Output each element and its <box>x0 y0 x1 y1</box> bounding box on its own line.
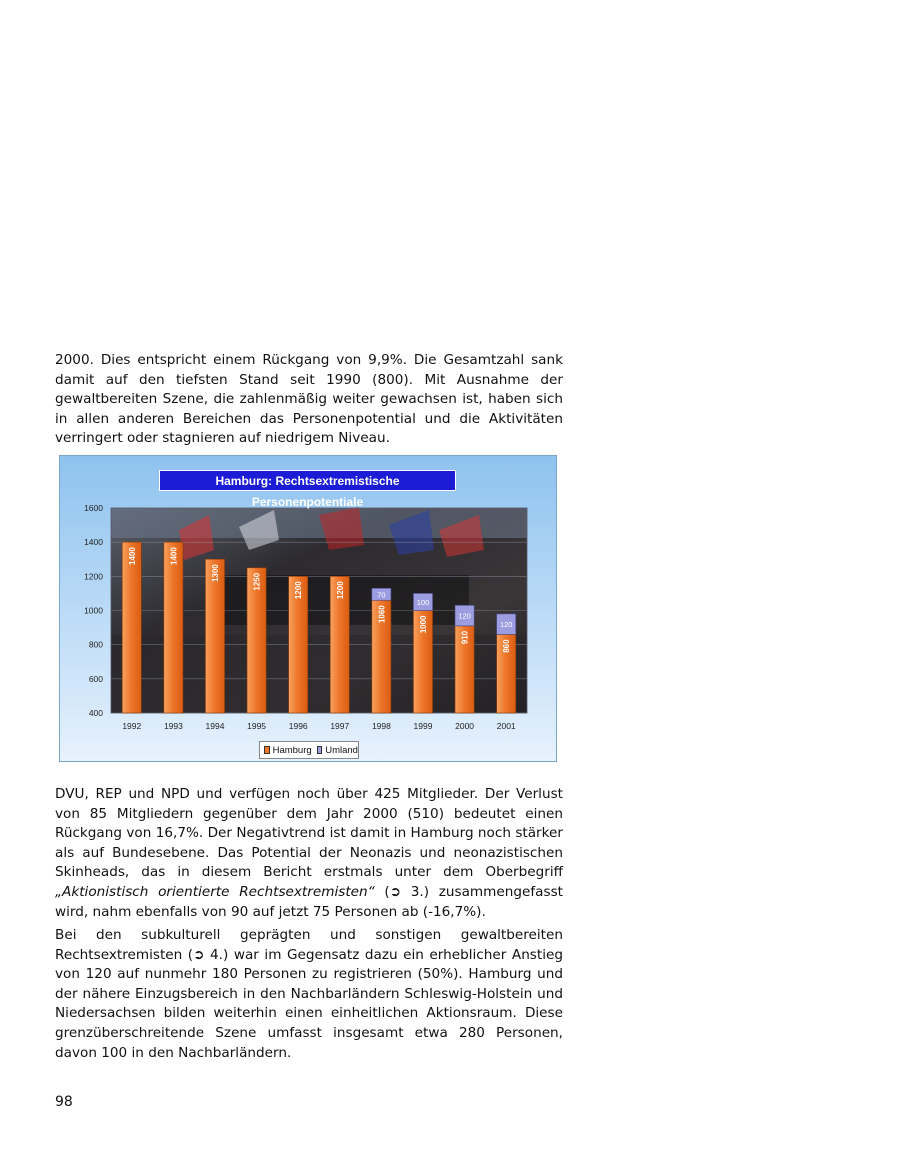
data-label-hamburg-1994: 1300 <box>211 564 220 583</box>
bar-hamburg-1992 <box>122 542 141 713</box>
x-tick-label: 1998 <box>371 721 391 731</box>
bar-hamburg-1993 <box>164 542 183 713</box>
data-label-hamburg-2001: 860 <box>502 639 512 653</box>
y-tick-label: 1600 <box>84 503 103 513</box>
x-tick-label: 1993 <box>163 721 183 731</box>
data-label-hamburg-1996: 1200 <box>294 581 304 600</box>
data-label-umland-2001: 120 <box>499 620 513 630</box>
chart-title: Hamburg: Rechtsextremistische Personenpotentiale <box>159 470 456 491</box>
y-tick-label: 1000 <box>84 605 103 616</box>
data-label-umland-1998: 70 <box>377 590 386 600</box>
x-tick-label: 2000 <box>455 721 475 731</box>
legend-swatch-umland <box>317 746 323 754</box>
y-tick-label: 800 <box>88 639 103 650</box>
data-label-hamburg-1993: 1400 <box>169 547 179 565</box>
paragraph-2-text-a: DVU, REP und NPD und verfügen noch über 425 Mitglieder. Der Verlust von 85 Mitgliedern gegenüber dem Jahr 2000 (510) bedeutet einen Rückgang von 16,7%. Der Negativtrend ist damit in Hamburg noch stärker als auf Bundesebene. Das Potential der Neonazis und neonazistischen Skinheads, das in diesem Bericht erstmals unter dem Oberbegriff <box>55 786 563 881</box>
x-tick-label: 1994 <box>205 721 225 731</box>
data-label-umland-2000: 120 <box>458 611 471 621</box>
paragraph-2 <box>55 785 563 922</box>
x-tick-label: 1997 <box>330 721 350 731</box>
paragraph-1: 2000. Dies entspricht einem Rückgang von 9,9%. Die Gesamtzahl sank damit auf den tiefsten Stand seit 1990 (800). Mit Ausnahme der gewaltbereiten Szene, die zahlenmäßig weiter gewachsen ist, haben sich in allen anderen Bereichen das Personenpotential und die Aktivitäten verringert oder stagnieren auf niedrigem Niveau. <box>55 352 563 447</box>
y-tick-label: 1200 <box>84 571 103 582</box>
x-axis-ticks <box>122 721 516 731</box>
x-tick-label: 1992 <box>122 721 142 731</box>
legend-swatch-hamburg <box>264 746 270 754</box>
x-tick-label: 1996 <box>288 721 308 731</box>
paragraph-2-text-b: (➲ 3.) zusammengefasst wird, nahm ebenfalls von 90 auf jetzt 75 Personen ab (-16,7%). <box>55 883 563 920</box>
legend-label-hamburg: Hamburg <box>272 744 312 756</box>
paragraph-3: Bei den subkulturell geprägten und sonstigen gewaltbereiten Rechtsextremisten (➲ 4.) war im Gegensatz dazu ein erheblicher Anstieg von 120 auf nunmehr 180 Personen zu registrieren (50%). Hamburg und der nähere Einzugsbereich in den Nachbarländern Schleswig-Holstein und Niedersachsen bilden weiterhin einen einheitlichen Aktionsraum. Diese grenzüberschreitende Szene umfasst insgesamt etwa 280 Personen, davon 100 in den Nachbarländern. <box>55 927 563 1061</box>
y-tick-label: 600 <box>88 673 103 684</box>
x-tick-label: 2001 <box>496 721 516 731</box>
y-axis-ticks <box>84 503 103 718</box>
data-label-hamburg-1999: 1000 <box>419 615 428 634</box>
data-label-hamburg-1998: 1060 <box>377 605 387 624</box>
x-tick-label: 1999 <box>413 721 433 731</box>
paragraph-2-italic-term: „Aktionistisch orientierte Rechtsextremisten“ <box>55 883 375 900</box>
chart-legend <box>259 741 359 759</box>
x-tick-label: 1995 <box>247 721 267 731</box>
data-label-hamburg-1997: 1200 <box>335 581 345 600</box>
data-label-hamburg-1995: 1250 <box>252 572 262 591</box>
data-label-hamburg-1992: 1400 <box>127 547 137 565</box>
data-label-umland-1999: 100 <box>416 597 430 607</box>
y-tick-label: 400 <box>88 708 103 718</box>
page-number: 98 <box>55 1094 73 1110</box>
data-label-hamburg-2000: 910 <box>460 630 470 645</box>
legend-label-umland: Umland <box>325 744 358 756</box>
y-tick-label: 1400 <box>84 537 103 548</box>
